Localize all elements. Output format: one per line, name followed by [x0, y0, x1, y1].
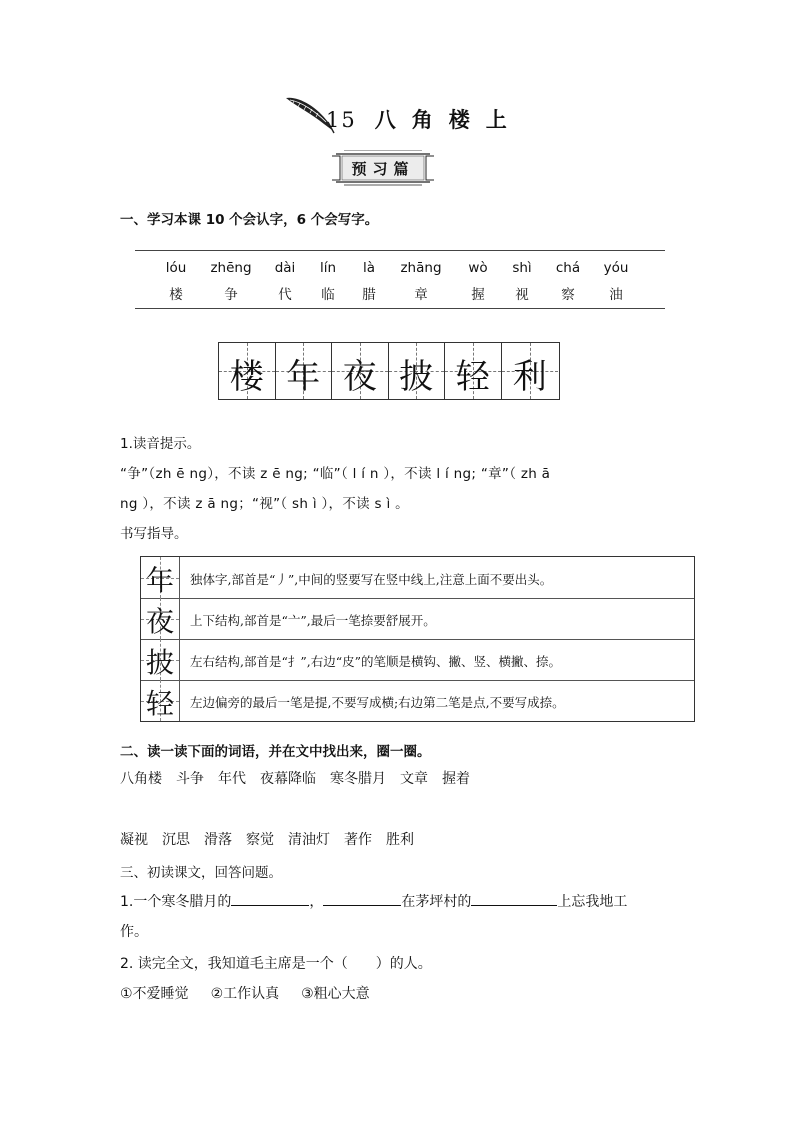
option-1[interactable]: ①不爱睡觉 [120, 986, 189, 1002]
guide-text: 独体字,部首是“丿”,中间的竖要写在竖中线上,注意上面不要出头。 [190, 572, 553, 587]
guide-text: 左右结构,部首是“扌”,右边“皮”的笔顺是横钩、撇、竖、横撇、捺。 [190, 654, 562, 669]
hanzi-cell: 代 [278, 287, 292, 303]
q1-text: 上忘我地工 [557, 894, 628, 910]
hanzi-cell: 章 [414, 287, 428, 303]
pinyin-cell: yóu [603, 260, 629, 276]
word-item: 著作 [344, 832, 372, 848]
hanzi-cell: 油 [609, 287, 623, 303]
question-1-line2: 作。 [120, 924, 148, 940]
lesson-title [282, 92, 522, 142]
writing-char: 披 [399, 357, 434, 397]
hanzi-cell: 腊 [362, 287, 376, 303]
hanzi-cell: 察 [561, 287, 575, 303]
pinyin-cell: lín [319, 260, 337, 276]
answer-blank[interactable] [323, 891, 401, 906]
guide-row [141, 639, 694, 681]
writing-cell [332, 343, 389, 399]
word-item: 寒冬腊月 [330, 771, 386, 787]
word-item: 握着 [442, 771, 470, 787]
writing-char: 年 [286, 357, 321, 397]
word-item: 察觉 [246, 832, 274, 848]
question-2-options [120, 983, 370, 1003]
hanzi-cell: 争 [224, 287, 238, 303]
writing-char: 夜 [342, 357, 377, 397]
writing-cell [219, 343, 276, 399]
writing-cell [445, 343, 502, 399]
word-list-row2 [120, 829, 428, 849]
q1-sep: ， [309, 894, 324, 910]
word-item: 八角楼 [120, 771, 162, 787]
answer-blank[interactable] [231, 891, 309, 906]
section1-heading: 一、学习本课 10 个会认字，6 个会写字。 [120, 212, 379, 228]
guide-char: 轻 [145, 687, 174, 720]
title-char: 上 [485, 107, 509, 132]
writing-guide-heading: 书写指导。 [120, 526, 188, 542]
pronunciation-line: “争”（zh ē ng），不读 z ē ng; “临”（ l í n ），不读 l í ng; “章”（ zh ā [120, 466, 551, 482]
guide-text: 左边偏旁的最后一笔是提,不要写成横;右边第二笔是点,不要写成捺。 [190, 695, 565, 710]
question-1 [120, 891, 627, 911]
pronunciation-line: ng ），不读 z ā ng；“视”（ sh ì ），不读 s ì 。 [120, 496, 409, 512]
guide-text: 上下结构,部首是“亠”,最后一笔捺要舒展开。 [190, 613, 436, 628]
pinyin-cell: shì [512, 260, 532, 276]
option-3[interactable]: ③粗心大意 [301, 986, 370, 1002]
lesson-number: 15 [326, 108, 357, 132]
pinyin-cell: zhāng [400, 260, 442, 276]
word-list-row1 [120, 768, 484, 788]
hanzi-cell: 握 [471, 287, 485, 303]
writing-char: 轻 [455, 357, 490, 397]
writing-guide-table [140, 556, 695, 722]
word-item: 沉思 [162, 832, 190, 848]
hanzi-cell: 临 [321, 287, 335, 303]
preview-banner [330, 150, 436, 186]
writing-cell [502, 343, 559, 399]
pinyin-cell: là [362, 260, 376, 276]
word-item: 滑落 [204, 832, 232, 848]
hanzi-cell: 视 [515, 287, 529, 303]
banner-label: 预习篇 [351, 160, 415, 178]
hanzi-cell: 楼 [169, 287, 183, 303]
guide-char: 夜 [145, 605, 174, 638]
title-char: 角 [411, 107, 435, 132]
pronunciation-heading: 1.读音提示。 [120, 436, 201, 452]
section2-heading: 二、读一读下面的词语，并在文中找出来，圈一圈。 [120, 744, 431, 760]
word-item: 凝视 [120, 832, 148, 848]
guide-row [141, 680, 694, 721]
guide-row [141, 557, 694, 599]
guide-row [141, 598, 694, 640]
writing-grid [218, 342, 560, 400]
guide-char: 年 [145, 564, 174, 597]
writing-cell [389, 343, 446, 399]
section3-heading: 三、初读课文，回答问题。 [120, 865, 282, 881]
option-2[interactable]: ②工作认真 [210, 986, 280, 1002]
word-item: 胜利 [386, 832, 414, 848]
pinyin-cell: wò [468, 260, 488, 276]
title-char: 八 [374, 107, 398, 132]
word-item: 年代 [218, 771, 246, 787]
question-2: 2. 读完全文，我知道毛主席是一个（ ）的人。 [120, 956, 432, 972]
guide-char: 披 [145, 646, 174, 679]
pinyin-cell: lóu [165, 260, 187, 276]
pinyin-cell: zhēng [210, 260, 252, 276]
answer-blank[interactable] [471, 891, 557, 906]
writing-cell [276, 343, 333, 399]
title-char: 楼 [448, 107, 472, 132]
word-item: 清油灯 [288, 832, 330, 848]
word-item: 文章 [400, 771, 428, 787]
writing-char: 楼 [229, 357, 264, 397]
word-item: 夜幕降临 [260, 771, 316, 787]
pinyin-cell: chá [555, 260, 581, 276]
writing-char: 利 [512, 357, 547, 397]
pinyin-table [135, 250, 665, 309]
q1-text: 1.一个寒冬腊月的 [120, 894, 232, 910]
pinyin-cell: dài [274, 260, 296, 276]
q1-text: 在茅坪村的 [401, 894, 472, 910]
word-item: 斗争 [176, 771, 204, 787]
